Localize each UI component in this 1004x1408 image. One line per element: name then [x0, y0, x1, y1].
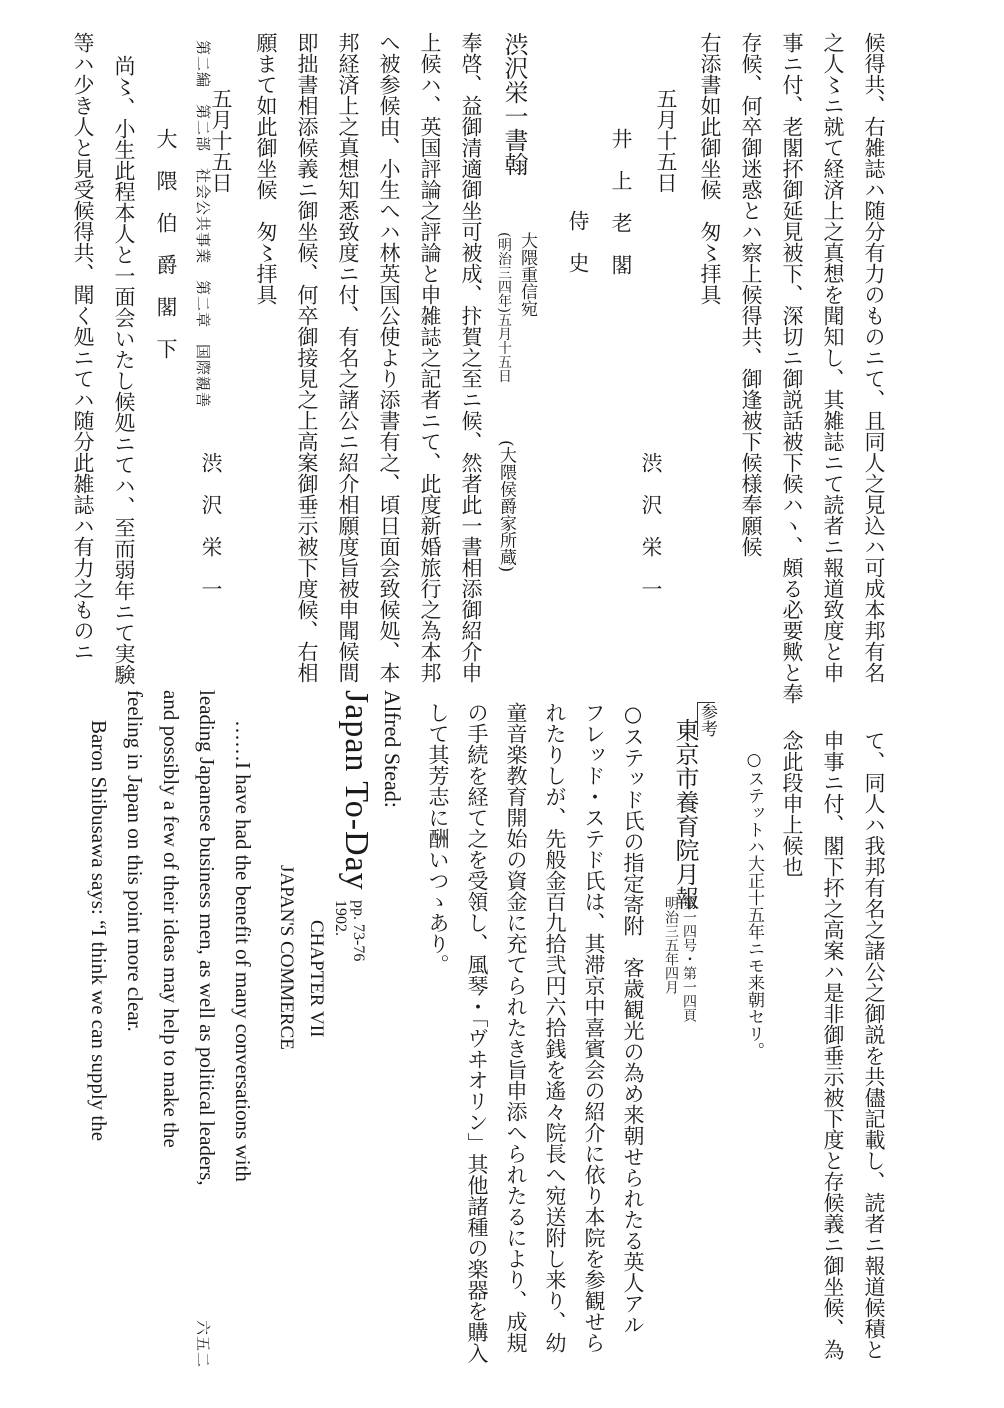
text-column: 上候ハ、英国評論之評論と申雑誌之記者ニて、此度新婚旅行之為本邦 [418, 32, 442, 683]
chapter-title: JAPAN'S COMMERCE [276, 865, 297, 1050]
text-column: 右添書如此御坐候 匆〻拝具 [698, 32, 722, 305]
date: 五月十五日 [654, 88, 678, 193]
text-column: 奉啓、益御清適御坐可被成、抃賀之至ニ候、然者此一書相添御紹介申 [459, 32, 483, 683]
text-column: へ被参候由、小生へハ林英国公使より添書有之、頃日面会致候処、本 [377, 32, 401, 683]
running-title: 第二編 第二部 社会公共事業 第二章 国際親善 [194, 40, 212, 409]
text-column: 邦経済上之真想知悉致度ニ付、有名之諸公ニ紹介相願度旨被申聞候間 [336, 32, 360, 683]
letter-title: 渋沢栄一書翰 [500, 32, 528, 176]
sender: 渋 沢 栄 一 [639, 452, 663, 599]
reference-label: 参考 [697, 703, 717, 737]
text-column: 申事ニ付、閣下抔之高案ハ是非御垂示被下度と存候義ニ御坐候、為 [821, 730, 845, 1360]
text-column: 即拙書相添候義ニ御坐候、何卒御接見之上高案御垂示被下度候、右相 [295, 32, 319, 683]
english-line: leading Japanese business men, as well as political leaders, [195, 690, 219, 1186]
text-column: 候得共、右雑誌ハ随分有力のものニて、且同人之見込ハ可成本邦有名 [862, 32, 886, 683]
reference-title: 東京市養育院月報 [671, 718, 699, 910]
chapter-number: CHAPTER VII [306, 920, 327, 1038]
text-column: の手続を経て之を受領し、風琴・「ヴヰオリン」其他諸種の楽器を購入 [465, 702, 489, 1364]
english-line: ……I have had the benefit of many conversations with [231, 720, 255, 1182]
page-number: 六五二 [194, 1320, 212, 1369]
text-column: 等ハ少き人と見受候得共、聞く処ニてハ随分此雑誌ハ有力之ものニ [71, 32, 95, 662]
text-column: 念此段申上候也 [780, 730, 804, 877]
book-title: Japan To-Day [338, 690, 375, 891]
sender: 渋 沢 栄 一 [199, 452, 223, 599]
english-line: and possibly a few of their ideas may help to make the [159, 690, 183, 1148]
english-line: Baron Shibusawa says: “I think we can supply the [87, 720, 111, 1142]
letter-recipient-label: 大隈重信宛 [517, 232, 537, 317]
reference-issue: 第一四号・第一四頁 [681, 896, 697, 1022]
note: ○ステットハ大正十五年ニモ来朝セリ。 [744, 750, 764, 1059]
text-column: て、同人ハ我邦有名之諸公之御説を共儘記載し、読者ニ報道候積と [862, 730, 886, 1360]
letter-date-label: (明治三四年)五月十五日 [496, 232, 512, 383]
book-author: Alfred Stead: [380, 690, 405, 808]
date: 五月十五日 [209, 88, 233, 193]
text-column: 之人〻ニ就て経済上之真想を聞知し、其雑誌ニて読者ニ報道致度と申 [821, 32, 845, 683]
text-column: 存候、何卒御迷惑とハ察上候得共、御逢被下候様奉願候 [739, 32, 763, 557]
text-column: 尚〻、小生此程本人と一面会いたし候処ニてハ、至而弱年ニて実験 [112, 55, 136, 685]
text-column: 童音楽教育開始の資金に充てられたき旨申添へられたるにより、成規 [504, 702, 528, 1353]
english-block-anchor [87, 690, 415, 1186]
book-year: 1902. [332, 900, 349, 936]
english-line: feeling in Japan on this point more clear. [123, 690, 147, 1032]
text-column: フレッド・ステド氏は、其滞京中喜賓会の紹介に依り本院を参観せら [582, 702, 606, 1353]
honorific: 侍 史 [566, 210, 590, 273]
text-column: れたりしが、先般金百九拾弐円六拾銭を遙々院長へ宛送附し来り、幼 [543, 702, 567, 1353]
text-column: ○ステッド氏の指定寄附 客歳観光の為め来朝せられたる英人アル [621, 702, 645, 1335]
text-column: して其芳志に酬いつゝあり。 [426, 702, 450, 975]
reference-issue-date: 明治三五年四月 [663, 896, 679, 994]
recipient: 大 隈 伯 爵 閣 下 [154, 128, 178, 359]
book-pages: pp. 73-76 [350, 900, 367, 962]
letter-source: (大隈侯爵家所蔵) [496, 440, 516, 573]
text-column: 願まて如此御坐候 匆〻拝具 [254, 32, 278, 305]
recipient: 井 上 老 閣 [609, 128, 633, 275]
text-column: 事ニ付、老閣抔御延見被下、深切ニ御説話被下候ハヽ、頗る必要歟と奉 [780, 32, 804, 704]
